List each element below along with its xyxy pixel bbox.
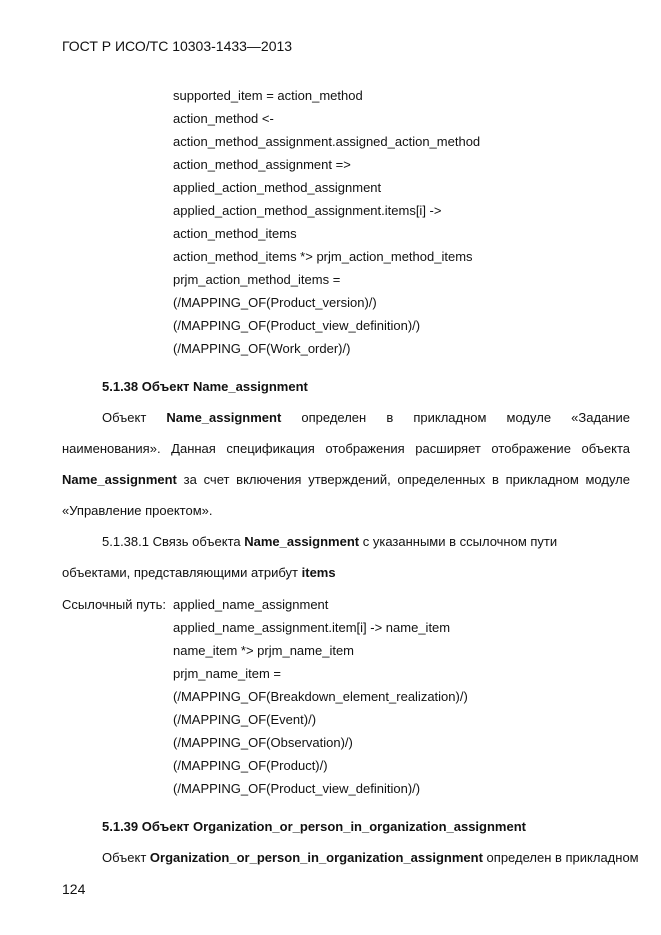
entity-name: Organization_or_person_in_organization_assignment: [149, 850, 483, 865]
mapping-line: action_method_items: [173, 226, 297, 241]
mapping-line: action_method_assignment.assigned_action_method: [173, 134, 481, 149]
document-header: ГОСТ Р ИСО/ТС 10303-1433—2013: [62, 38, 293, 54]
mapping-line: (/MAPPING_OF(Product_version)/): [173, 295, 377, 310]
section-heading-5-1-39: [102, 819, 526, 835]
mapping-line: applied_action_method_assignment: [173, 180, 382, 195]
paragraph-line: [102, 410, 630, 426]
entity-name: Name_assignment: [244, 534, 360, 549]
text: 5.1.38.1 Связь объекта: [102, 534, 241, 549]
heading-entity-name: Organization_or_person_in_organization_assignment: [192, 819, 526, 834]
mapping-line: (/MAPPING_OF(Product_view_definition)/): [173, 318, 421, 333]
mapping-line: applied_action_method_assignment.items[i] ->: [173, 203, 442, 218]
text: Объект: [102, 410, 147, 425]
mapping-line: action_method_items *> prjm_action_method_items: [173, 249, 473, 264]
heading-entity-name: Name_assignment: [192, 379, 308, 394]
attribute-name: items: [301, 565, 336, 580]
text: с указанными в ссылочном пути: [362, 534, 558, 549]
mapping-line: applied_name_assignment.item[i] -> name_item: [173, 620, 451, 635]
heading-word: Объект: [141, 379, 190, 394]
text: определен в прикладном: [486, 850, 639, 865]
paragraph-line: наименования». Данная спецификация отображения расширяет отображение объекта: [62, 441, 630, 456]
mapping-line: (/MAPPING_OF(Product)/): [173, 758, 328, 773]
subsection-heading-5-1-38-1: [102, 534, 557, 550]
heading-word: Объект: [141, 819, 190, 834]
paragraph-line: [62, 472, 630, 488]
section-heading-5-1-38: [102, 379, 308, 395]
text: Объект: [102, 850, 147, 865]
mapping-line: prjm_action_method_items =: [173, 272, 341, 287]
mapping-line: (/MAPPING_OF(Event)/): [173, 712, 317, 727]
mapping-line: name_item *> prjm_name_item: [173, 643, 354, 658]
mapping-line: (/MAPPING_OF(Breakdown_element_realization)/): [173, 689, 468, 704]
mapping-line: (/MAPPING_OF(Work_order)/): [173, 341, 351, 356]
text: объектами, представляющими атрибут: [62, 565, 298, 580]
subsection-heading-line-2: [62, 565, 336, 581]
mapping-line: supported_item = action_method: [173, 88, 363, 103]
page-number: 124: [62, 881, 86, 897]
text: определен в прикладном модуле «Задание: [301, 410, 630, 425]
paragraph-line: «Управление проектом».: [62, 503, 213, 518]
mapping-line: action_method_assignment =>: [173, 157, 351, 172]
entity-name: Name_assignment: [62, 472, 177, 487]
heading-number: 5.1.38: [102, 379, 139, 394]
mapping-line: applied_name_assignment: [173, 597, 329, 612]
mapping-line: (/MAPPING_OF(Observation)/): [173, 735, 353, 750]
text: за счет включения утверждений, определенных в прикладном модуле: [183, 472, 630, 487]
mapping-line: prjm_name_item =: [173, 666, 282, 681]
heading-number: 5.1.39: [102, 819, 139, 834]
mapping-line: action_method <-: [173, 111, 274, 126]
ref-path-label: Ссылочный путь:: [62, 597, 166, 612]
paragraph-line: [102, 850, 639, 866]
entity-name: Name_assignment: [166, 410, 282, 425]
mapping-line: (/MAPPING_OF(Product_view_definition)/): [173, 781, 421, 796]
